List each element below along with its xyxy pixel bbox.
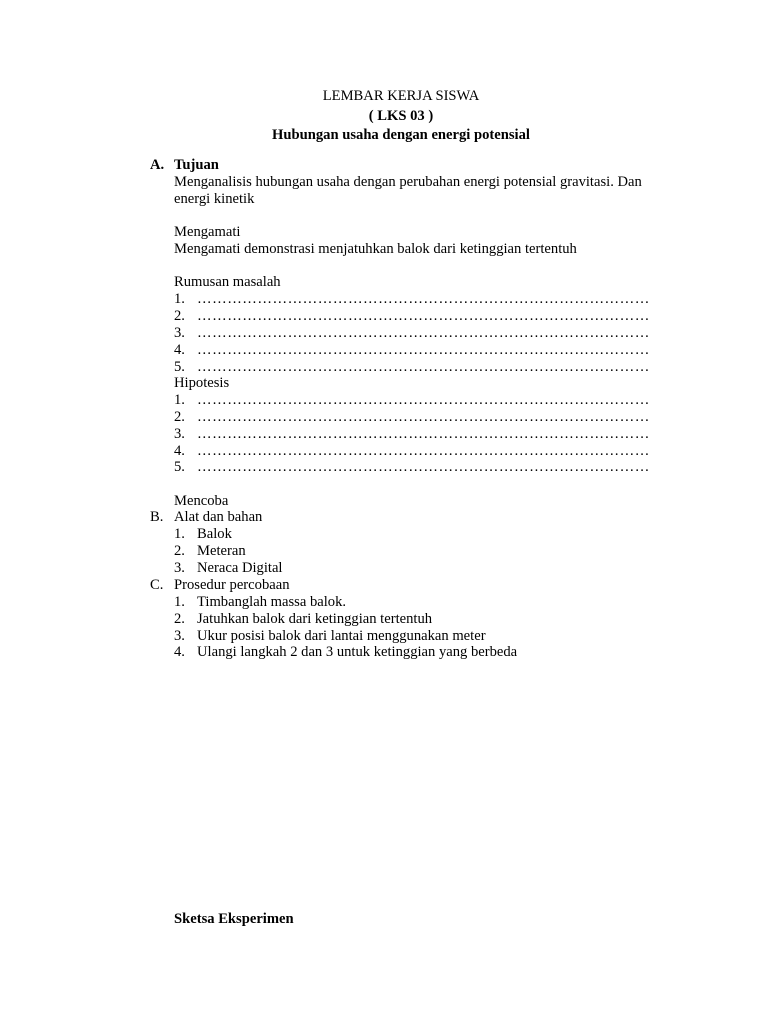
alat-item: Balok — [197, 526, 232, 542]
tujuan-text-line2: energi kinetik — [174, 191, 255, 207]
worksheet-title: LEMBAR KERJA SISWA — [322, 88, 480, 104]
alat-item: Meteran — [197, 543, 246, 559]
section-c-heading: Prosedur percobaan — [174, 577, 290, 593]
hipotesis-item-number: 1. — [174, 392, 185, 408]
rumusan-answer-blank[interactable]: ……………………………………………………………………………… — [197, 359, 650, 375]
hipotesis-heading: Hipotesis — [174, 375, 230, 391]
hipotesis-item-number: 5. — [174, 459, 185, 475]
alat-item-number: 2. — [174, 543, 185, 559]
hipotesis-answer-blank[interactable]: ……………………………………………………………………………… — [197, 459, 650, 475]
section-a-letter: A. — [150, 157, 165, 173]
worksheet-code: ( LKS 03 ) — [368, 108, 434, 124]
rumusan-item-number: 5. — [174, 359, 185, 375]
prosedur-step: Jatuhkan balok dari ketinggian tertentuh — [197, 611, 433, 627]
prosedur-step-number: 2. — [174, 611, 185, 627]
prosedur-step-number: 1. — [174, 594, 185, 610]
mengamati-text: Mengamati demonstrasi menjatuhkan balok dari ketinggian tertentuh — [174, 241, 577, 257]
mencoba-heading: Mencoba — [174, 493, 229, 509]
prosedur-step: Ukur posisi balok dari lantai menggunakan meter — [197, 628, 486, 644]
tujuan-text-line1: Menganalisis hubungan usaha dengan perubahan energi potensial gravitasi. Dan — [174, 174, 642, 190]
alat-item: Neraca Digital — [197, 560, 283, 576]
rumusan-answer-blank[interactable]: ……………………………………………………………………………… — [197, 291, 650, 307]
sketsa-heading: Sketsa Eksperimen — [174, 911, 294, 927]
prosedur-step: Ulangi langkah 2 dan 3 untuk ketinggian yang berbeda — [197, 644, 518, 660]
rumusan-answer-blank[interactable]: ……………………………………………………………………………… — [197, 342, 650, 358]
rumusan-item-number: 2. — [174, 308, 185, 324]
section-a-heading: Tujuan — [174, 157, 219, 173]
section-c-letter: C. — [150, 577, 164, 593]
rumusan-item-number: 3. — [174, 325, 185, 341]
alat-item-number: 1. — [174, 526, 185, 542]
hipotesis-answer-blank[interactable]: ……………………………………………………………………………… — [197, 392, 650, 408]
prosedur-step-number: 3. — [174, 628, 185, 644]
worksheet-subtitle: Hubungan usaha dengan energi potensial — [272, 127, 530, 143]
hipotesis-item-number: 4. — [174, 443, 185, 459]
prosedur-step: Timbanglah massa balok. — [197, 594, 347, 610]
hipotesis-answer-blank[interactable]: ……………………………………………………………………………… — [197, 443, 650, 459]
section-b-heading: Alat dan bahan — [174, 509, 263, 525]
mengamati-heading: Mengamati — [174, 224, 241, 240]
hipotesis-item-number: 2. — [174, 409, 185, 425]
alat-item-number: 3. — [174, 560, 185, 576]
rumusan-heading: Rumusan masalah — [174, 274, 281, 290]
hipotesis-answer-blank[interactable]: ……………………………………………………………………………… — [197, 426, 650, 442]
rumusan-answer-blank[interactable]: ……………………………………………………………………………… — [197, 308, 650, 324]
rumusan-item-number: 1. — [174, 291, 185, 307]
hipotesis-answer-blank[interactable]: ……………………………………………………………………………… — [197, 409, 650, 425]
prosedur-step-number: 4. — [174, 644, 185, 660]
section-b-letter: B. — [150, 509, 164, 525]
hipotesis-item-number: 3. — [174, 426, 185, 442]
rumusan-answer-blank[interactable]: ……………………………………………………………………………… — [197, 325, 650, 341]
rumusan-item-number: 4. — [174, 342, 185, 358]
